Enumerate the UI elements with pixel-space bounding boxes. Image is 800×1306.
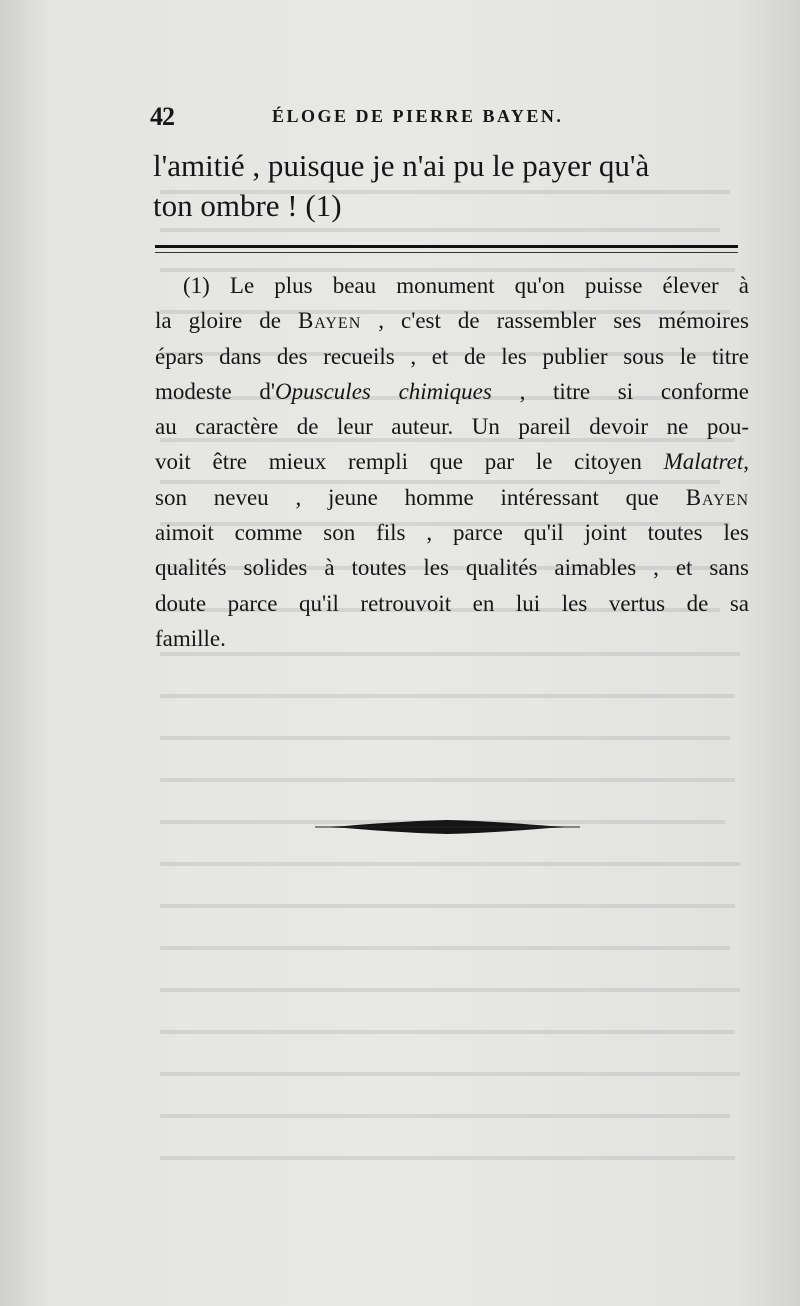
footnote-line: au caractère de leur auteur. Un pareil devoir ne pou- bbox=[155, 414, 749, 440]
author-name: Bayen bbox=[685, 484, 749, 510]
footnote-line: famille. bbox=[155, 625, 226, 651]
page-number: 42 bbox=[150, 102, 174, 131]
running-head bbox=[150, 102, 750, 132]
footnote-rule-thin bbox=[155, 252, 738, 253]
work-title: Opuscules chimiques bbox=[275, 378, 492, 404]
footnote bbox=[155, 268, 749, 656]
main-text-line: ton ombre ! (1) bbox=[153, 188, 342, 223]
footnote-line: doute parce qu'il retrouvoit en lui les vertus de sa bbox=[155, 590, 749, 616]
footnote-line: aimoit comme son fils , parce qu'il joint toutes les bbox=[155, 520, 749, 546]
footnote-line: la gloire de Bayen , c'est de rassembler ses mémoires bbox=[155, 308, 749, 334]
editor-name: Malatret bbox=[663, 449, 744, 475]
footnote-line: (1) Le plus beau monument qu'on puisse élever à bbox=[183, 273, 749, 298]
footnote-line: épars dans des recueils , et de les publier sous le titre bbox=[155, 343, 749, 369]
author-name: Bayen bbox=[297, 308, 362, 334]
main-text bbox=[153, 146, 751, 226]
footnote-line: voit être mieux rempli que par le citoyen Malatret, bbox=[155, 449, 749, 475]
footnote-line: qualités solides à toutes les qualités aimables , et sans bbox=[155, 555, 749, 581]
footnote-line: modeste d'Opuscules chimiques , titre si conforme bbox=[155, 378, 750, 404]
tailpiece-ornament bbox=[315, 816, 580, 838]
footnote-line: son neveu , jeune homme intéressant que Bayen bbox=[155, 484, 749, 510]
footnote-rule bbox=[155, 245, 738, 248]
running-title: ÉLOGE DE PIERRE BAYEN. bbox=[272, 106, 564, 126]
main-text-line: l'amitié , puisque je n'ai pu le payer qu'à bbox=[153, 148, 650, 183]
